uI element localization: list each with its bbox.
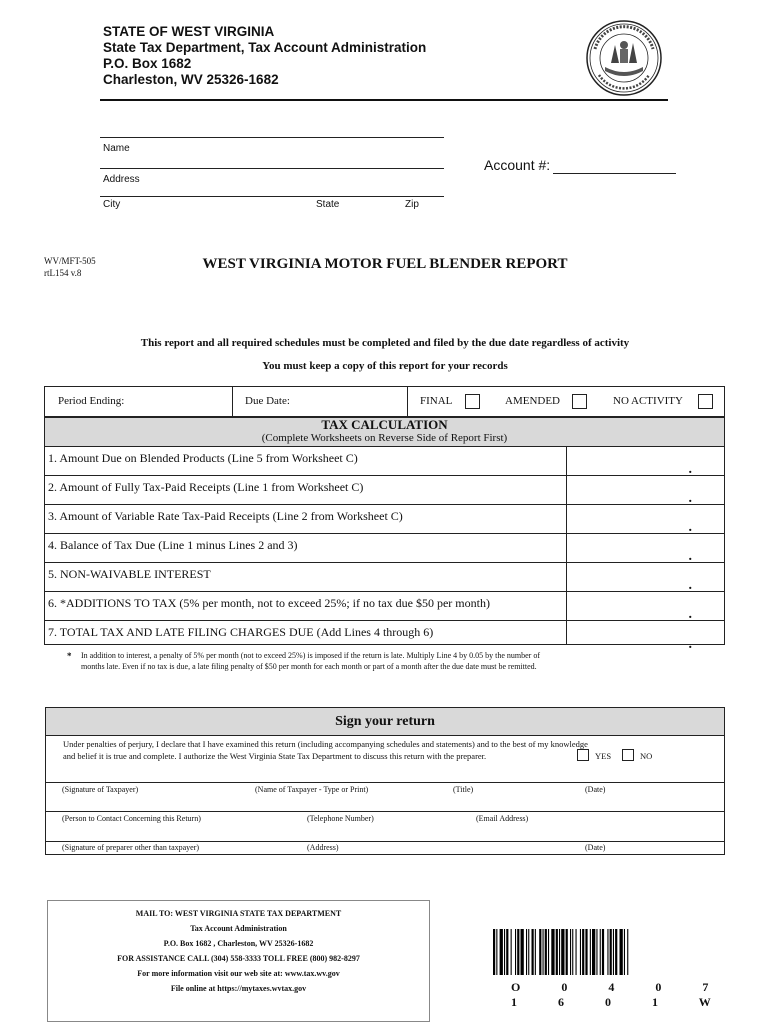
amended-checkbox[interactable] xyxy=(572,394,587,409)
due-date-label: Due Date: xyxy=(245,395,290,407)
period-ending-label: Period Ending: xyxy=(58,395,125,407)
footnote-star: * xyxy=(67,651,72,661)
tax-line-2-label: 2. Amount of Fully Tax-Paid Receipts (Line 1 from Worksheet C) xyxy=(48,480,364,494)
header-rule xyxy=(100,99,668,101)
city-state-zip-line[interactable] xyxy=(100,196,444,197)
address-line[interactable] xyxy=(100,168,444,169)
decimal-point: . xyxy=(688,607,692,622)
agency-header-line1: STATE OF WEST VIRGINIA xyxy=(103,24,275,39)
final-checkbox[interactable] xyxy=(465,394,480,409)
mail-division: Tax Account Administration xyxy=(190,924,287,933)
amended-label: AMENDED xyxy=(505,395,560,407)
penalty-footnote-line1: In addition to interest, a penalty of 5% per month (not to exceed 25%) is imposed if the return is late. Multiply Line 4 by 0.05 by the number of xyxy=(81,651,541,660)
agency-header-line4: Charleston, WV 25326-1682 xyxy=(103,72,279,87)
tax-calculation-title: TAX CALCULATION xyxy=(321,417,448,432)
tax-line-1 xyxy=(44,447,725,476)
tax-line-4-label: 4. Balance of Tax Due (Line 1 minus Lines 2 and 3) xyxy=(48,538,298,552)
tax-line-6-label: 6. *ADDITIONS TO TAX (5% per month, not to exceed 25%; if no tax due $50 per month) xyxy=(48,596,490,610)
yes-label: YES xyxy=(595,751,612,761)
form-number: WV/MFT-505 xyxy=(44,256,96,266)
zip-label: Zip xyxy=(405,199,419,210)
tax-line-7 xyxy=(44,621,725,652)
filing-notice: This report and all required schedules must be completed and filed by the due date regardless of activity xyxy=(140,337,630,349)
account-label: Account #: xyxy=(484,157,551,173)
no-label: NO xyxy=(640,751,653,761)
contact-person-label: (Person to Contact Concerning this Return) xyxy=(62,814,201,823)
date-label: (Date) xyxy=(585,785,606,794)
tax-line-4-amount[interactable] xyxy=(566,534,726,562)
tax-line-1-label: 1. Amount Due on Blended Products (Line 5 from Worksheet C) xyxy=(48,451,358,465)
file-online-info: File online at https://mytaxes.wvtax.gov xyxy=(170,984,307,993)
period-divider xyxy=(232,387,233,416)
no-activity-label: NO ACTIVITY xyxy=(613,395,683,407)
email-label: (Email Address) xyxy=(476,814,529,823)
taxpayer-name-label: (Name of Taxpayer - Type or Print) xyxy=(255,785,369,794)
decimal-point: . xyxy=(688,491,692,506)
tax-line-6-amount[interactable] xyxy=(566,592,726,620)
contact-field[interactable] xyxy=(46,824,724,839)
decimal-point: . xyxy=(688,637,692,652)
preparer-row-divider xyxy=(46,841,724,842)
agency-header-line2: State Tax Department, Tax Account Administration xyxy=(103,40,427,55)
tax-line-3 xyxy=(44,505,725,534)
tax-line-3-amount[interactable] xyxy=(566,505,726,533)
mail-to-box xyxy=(47,900,430,1022)
tax-line-5-amount[interactable] xyxy=(566,563,726,591)
decimal-point: . xyxy=(688,462,692,477)
tax-line-6 xyxy=(44,592,725,621)
assistance-phone: FOR ASSISTANCE CALL (304) 558-3333 TOLL FREE (800) 982-8297 xyxy=(117,954,360,963)
sign-header xyxy=(46,708,724,736)
title-label: (Title) xyxy=(453,785,474,794)
signature-row-divider xyxy=(46,782,724,783)
period-row xyxy=(44,386,725,417)
preparer-address-label: (Address) xyxy=(307,843,339,852)
preparer-yes-checkbox[interactable] xyxy=(577,749,589,761)
website-info: For more information visit our web site at: www.tax.wv.gov xyxy=(137,969,340,978)
taxpayer-signature-field[interactable] xyxy=(46,795,724,810)
agency-header-line3: P.O. Box 1682 xyxy=(103,56,192,71)
tax-line-1-amount[interactable] xyxy=(566,447,726,475)
taxpayer-signature-label: (Signature of Taxpayer) xyxy=(62,785,139,794)
tax-line-5 xyxy=(44,563,725,592)
tax-calculation-subtitle: (Complete Worksheets on Reverse Side of Report First) xyxy=(261,432,508,444)
decimal-point: . xyxy=(688,578,692,593)
barcode-number: O 0 4 0 7 1 6 0 1 W xyxy=(511,980,730,1009)
contact-row-divider xyxy=(46,811,724,812)
preparer-no-checkbox[interactable] xyxy=(622,749,634,761)
copy-notice: You must keep a copy of this report for your records xyxy=(262,360,508,372)
telephone-label: (Telephone Number) xyxy=(307,814,374,823)
tax-line-5-label: 5. NON-WAIVABLE INTEREST xyxy=(48,567,211,581)
due-divider xyxy=(407,387,408,416)
final-label: FINAL xyxy=(420,395,453,407)
tax-line-7-label: 7. TOTAL TAX AND LATE FILING CHARGES DUE (Add Lines 4 through 6) xyxy=(48,625,434,639)
decimal-point: . xyxy=(688,520,692,535)
tax-line-4 xyxy=(44,534,725,563)
mail-to-line: MAIL TO: WEST VIRGINIA STATE TAX DEPARTMENT xyxy=(135,909,342,918)
tax-line-3-label: 3. Amount of Variable Rate Tax-Paid Receipts (Line 2 from Worksheet C) xyxy=(48,509,403,523)
preparer-date-label: (Date) xyxy=(585,843,606,852)
perjury-declaration-line2: and belief it is true and complete. I authorize the West Virginia State Tax Department to discuss this return with the preparer. xyxy=(63,751,487,761)
tax-line-2 xyxy=(44,476,725,505)
tax-calculation-header xyxy=(45,418,724,447)
city-label: City xyxy=(103,199,121,210)
sign-title: Sign your return xyxy=(335,714,435,729)
barcode-icon xyxy=(493,929,711,975)
perjury-declaration-line1: Under penalties of perjury, I declare that I have examined this return (including accompanying schedules and statements) and to the best of my knowledge xyxy=(63,739,588,749)
state-seal-icon xyxy=(585,19,663,97)
decimal-point: . xyxy=(688,549,692,564)
agency-header xyxy=(103,24,426,88)
address-label: Address xyxy=(103,174,140,185)
account-line[interactable] xyxy=(553,173,676,174)
preparer-signature-label: (Signature of preparer other than taxpayer) xyxy=(62,843,200,852)
mail-address: P.O. Box 1682 , Charleston, WV 25326-1682 xyxy=(163,939,314,948)
name-label: Name xyxy=(103,143,130,154)
tax-line-2-amount[interactable] xyxy=(566,476,726,504)
name-line[interactable] xyxy=(100,137,444,138)
no-activity-checkbox[interactable] xyxy=(698,394,713,409)
report-title: WEST VIRGINIA MOTOR FUEL BLENDER REPORT xyxy=(202,256,568,272)
penalty-footnote-line2: months late. Even if no tax is due, a late filing penalty of $50 per month for each month or part of a month after the due date must be remitted. xyxy=(81,662,537,671)
state-label: State xyxy=(316,199,340,210)
form-version: rtL154 v.8 xyxy=(44,268,82,278)
tax-line-7-amount[interactable] xyxy=(566,621,726,652)
